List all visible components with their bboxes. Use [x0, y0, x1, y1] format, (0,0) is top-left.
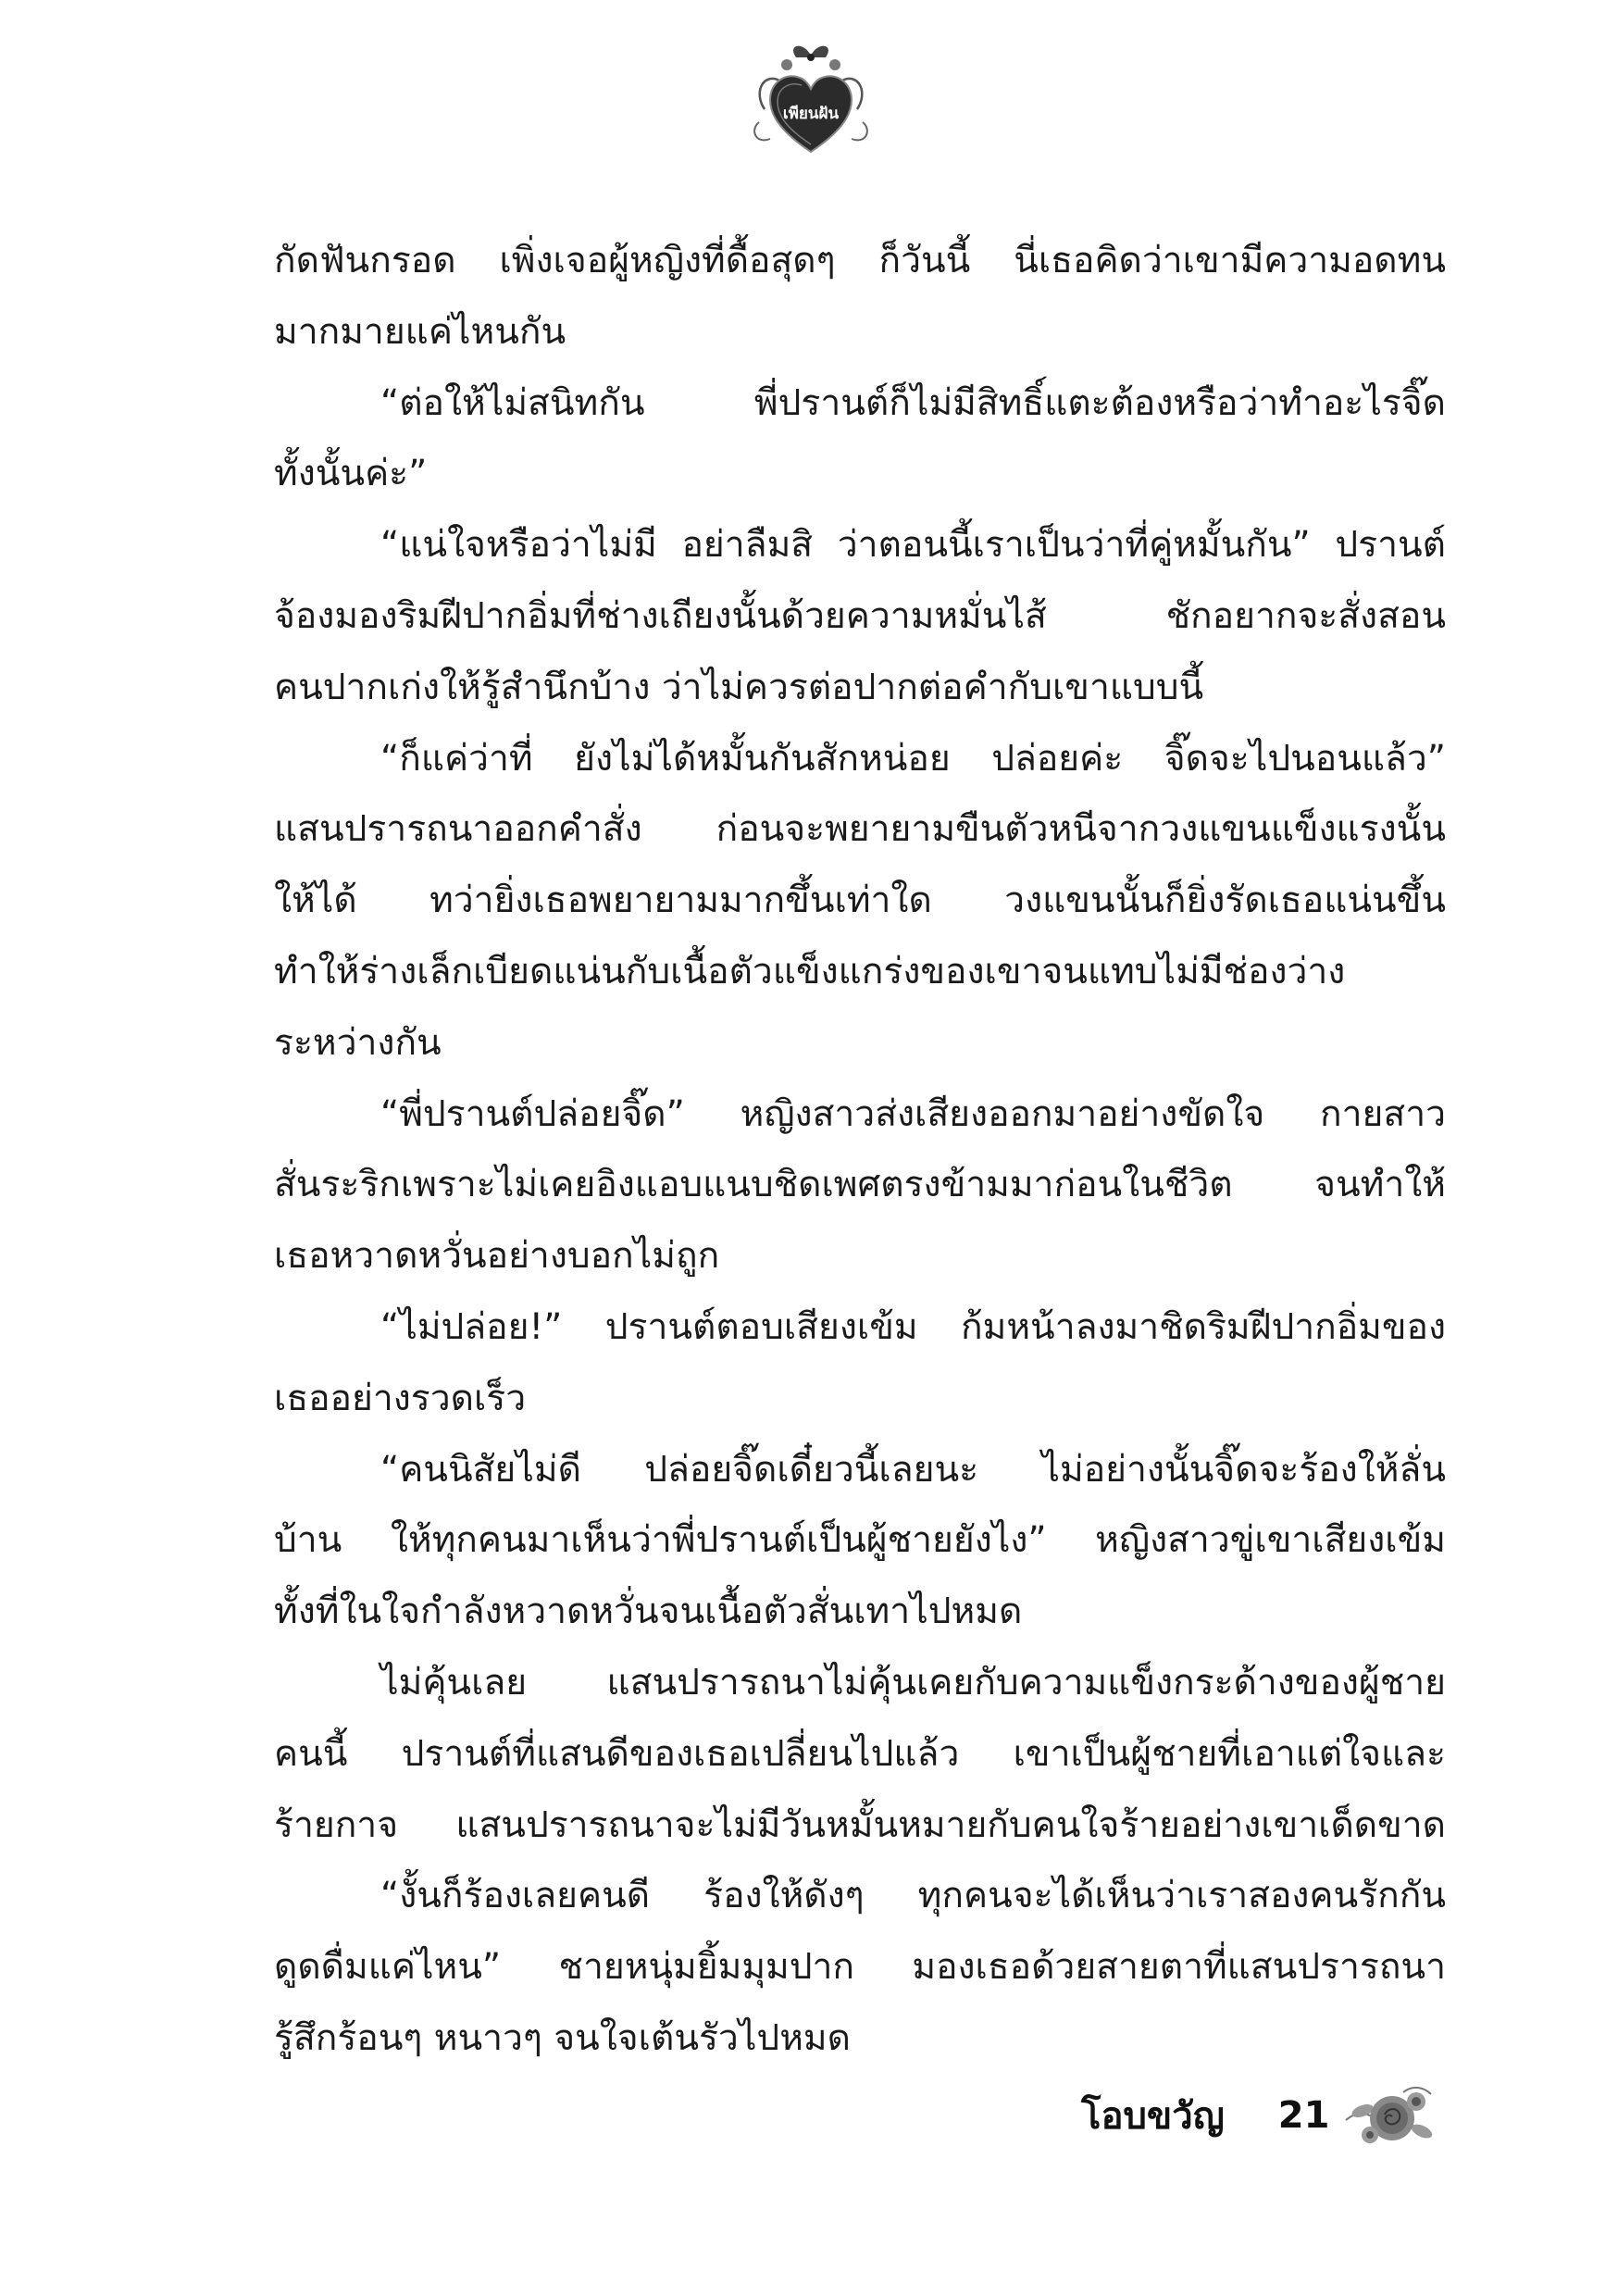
text-line: ทั้งที่ในใจกำลังหวาดหวั่นจนเนื้อตัวสั่นเทาไปหมด	[274, 1591, 1023, 1633]
header-emblem-logo	[746, 37, 876, 157]
emblem-label: เพียนฝัน	[782, 105, 840, 123]
text-line: “ไม่ปล่อย!” ปรานต์ตอบเสียงเข้ม ก้มหน้าลงมาชิดริมฝีปากอิ่มของ	[380, 1305, 1446, 1348]
text-line: ร้ายกาจ แสนปรารถนาจะไม่มีวันหมั้นหมายกับคนใจร้ายอย่างเขาเด็ดขาด	[274, 1803, 1446, 1846]
rose-ornament-icon	[1338, 2074, 1440, 2157]
page-body-text	[274, 226, 1446, 2075]
text-line: “แน่ใจหรือว่าไม่มี อย่าลืมสิ ว่าตอนนี้เราเป็นว่าที่คู่หมั้นกัน” ปรานต์	[380, 524, 1446, 567]
text-line: เธออย่างรวดเร็ว	[274, 1377, 527, 1419]
text-line: ทำให้ร่างเล็กเบียดแน่นกับเนื้อตัวแข็งแกร่งของเขาจนแทบไม่มีช่องว่าง	[274, 950, 1346, 992]
text-line: คนนี้ ปรานต์ที่แสนดีของเธอเปลี่ยนไปแล้ว เขาเป็นผู้ชายที่เอาแต่ใจและ	[274, 1732, 1446, 1775]
text-line: “งั้นก็ร้องเลยคนดี ร้องให้ดังๆ ทุกคนจะได้เห็นว่าเราสองคนรักกัน	[380, 1875, 1446, 1917]
text-line: เธอหวาดหวั่นอย่างบอกไม่ถูก	[274, 1235, 720, 1278]
text-line: ไม่คุ้นเลย แสนปรารถนาไม่คุ้นเคยกับความแข็งกระด้างของผู้ชาย	[380, 1661, 1446, 1703]
text-line: ระหว่างกัน	[274, 1021, 442, 1064]
text-line: “ต่อให้ไม่สนิทกัน พี่ปรานต์ก็ไม่มีสิทธิ์แตะต้องหรือว่าทำอะไรจิ๊ด	[380, 381, 1446, 424]
text-line: ให้ได้ ทว่ายิ่งเธอพยายามมากขึ้นเท่าใด วงแขนนั้นก็ยิ่งรัดเธอแน่นขึ้น	[274, 880, 1446, 922]
text-line: แสนปรารถนาออกคำสั่ง ก่อนจะพยายามขืนตัวหนีจากวงแขนแข็งแรงนั้น	[274, 808, 1446, 851]
text-line: จ้องมองริมฝีปากอิ่มที่ช่างเถียงนั้นด้วยความหมั่นไส้ ชักอยากจะสั่งสอน	[274, 594, 1446, 637]
text-line: ดูดดื่มแค่ไหน” ชายหนุ่มยิ้มมุมปาก มองเธอด้วยสายตาที่แสนปรารถนา	[274, 1946, 1446, 1989]
book-title: โอบขวัญ	[1081, 2095, 1225, 2138]
text-line: “ก็แค่ว่าที่ ยังไม่ได้หมั้นกันสักหน่อย ปล่อยค่ะ จิ๊ดจะไปนอนแล้ว”	[380, 737, 1446, 780]
text-line: คนปากเก่งให้รู้สำนึกบ้าง ว่าไม่ควรต่อปากต่อคำกับเขาแบบนี้	[274, 666, 1204, 708]
page-footer	[1081, 2074, 1440, 2157]
text-line: สั่นระริกเพราะไม่เคยอิงแอบแนบชิดเพศตรงข้ามมาก่อนในชีวิต จนทำให้	[274, 1164, 1446, 1206]
text-line: รู้สึกร้อนๆ หนาวๆ จนใจเต้นรัวไปหมด	[274, 2016, 851, 2059]
page-number: 21	[1277, 2094, 1330, 2137]
text-line: “คนนิสัยไม่ดี ปล่อยจิ๊ดเดี๋ยวนี้เลยนะ ไม่อย่างนั้นจิ๊ดจะร้องให้ลั่น	[380, 1448, 1446, 1491]
text-line: ทั้งนั้นค่ะ”	[274, 453, 428, 495]
text-line: มากมายแค่ไหนกัน	[274, 310, 566, 353]
emblem-graphic	[746, 37, 876, 157]
text-line: บ้าน ให้ทุกคนมาเห็นว่าพี่ปรานต์เป็นผู้ชายยังไง” หญิงสาวขู่เขาเสียงเข้ม	[274, 1519, 1446, 1562]
text-line: “พี่ปรานต์ปล่อยจิ๊ด” หญิงสาวส่งเสียงออกมาอย่างขัดใจ กายสาว	[380, 1092, 1446, 1135]
text-line: กัดฟันกรอด เพิ่งเจอผู้หญิงที่ดื้อสุดๆ ก็วันนี้ นี่เธอคิดว่าเขามีความอดทน	[274, 240, 1446, 281]
